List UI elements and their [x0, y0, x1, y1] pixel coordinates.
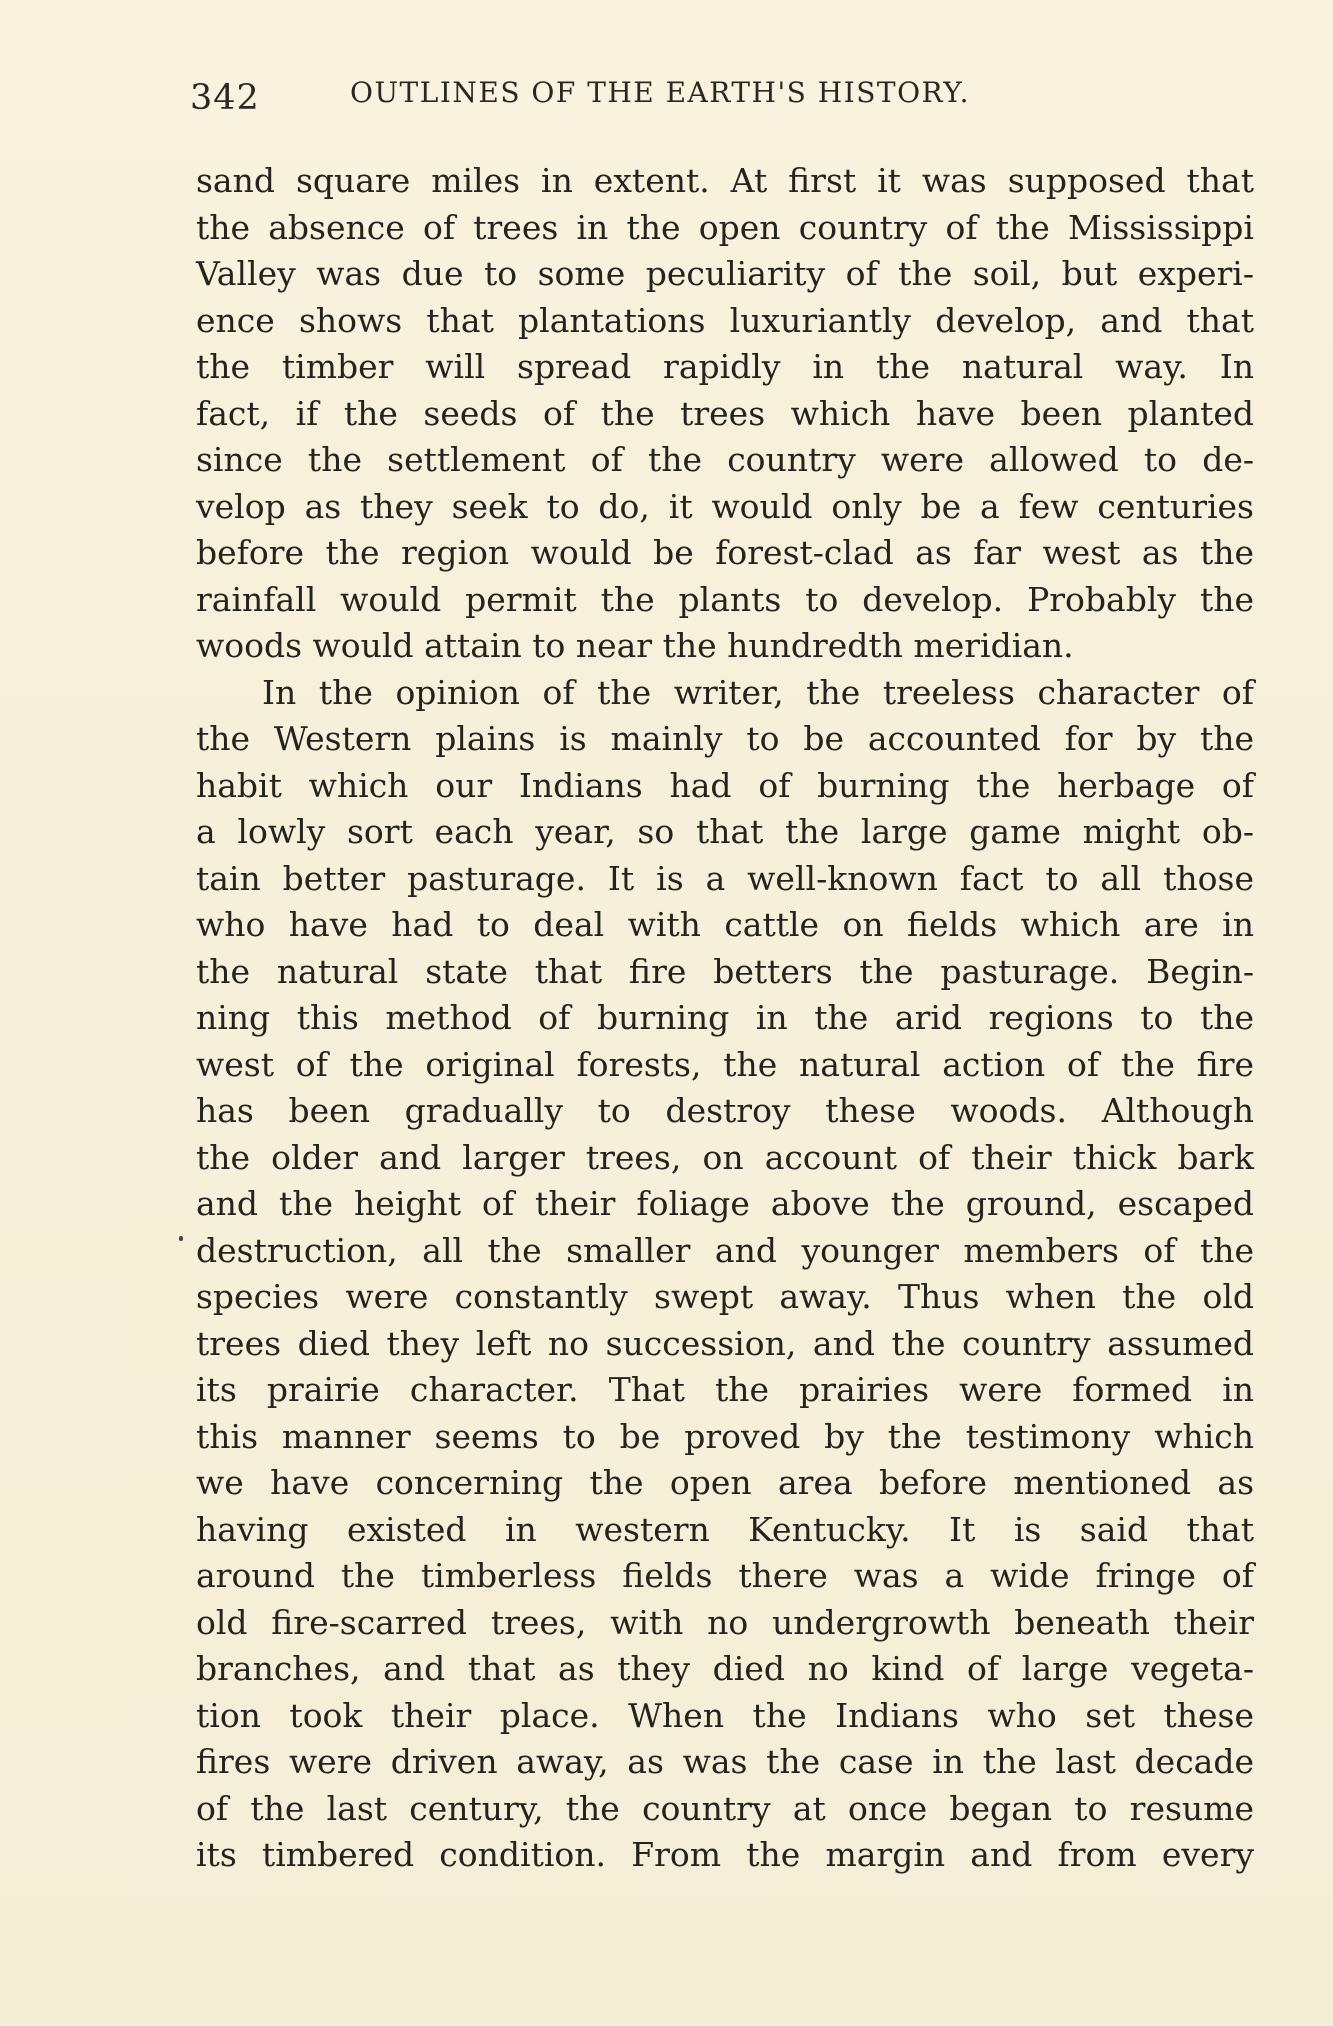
text-line: west of the original forests, the natural action of the fire: [196, 1044, 1254, 1084]
text-line: ence shows that plantations luxuriantly develop, and that: [196, 300, 1254, 340]
text-line: fires were driven away, as was the case in the last decade: [196, 1742, 1254, 1781]
text-line: species were constantly swept away. Thus when the old: [196, 1277, 1254, 1316]
text-line: we have concerning the open area before mentioned as: [196, 1463, 1254, 1502]
text-line: a lowly sort each year, so that the large game might ob-: [196, 812, 1254, 851]
ink-speck: [179, 1236, 183, 1241]
text-line: fact, if the seeds of the trees which have been planted: [196, 393, 1254, 433]
paragraph-start-line: In the opinion of the writer, the treeless character of: [262, 672, 1254, 712]
text-line: having existed in western Kentucky. It is said that: [196, 1509, 1254, 1549]
text-line: old fire-scarred trees, with no undergrowth beneath their: [196, 1602, 1254, 1642]
text-line: ning this method of burning in the arid regions to the: [196, 998, 1254, 1037]
text-line: since the settlement of the country were allowed to de-: [196, 440, 1254, 479]
text-line: rainfall would permit the plants to develop. Probably the: [196, 579, 1254, 619]
text-line: and the height of their foliage above the ground, escaped: [196, 1184, 1254, 1223]
running-title: OUTLINES OF THE EARTH'S HISTORY.: [350, 76, 971, 109]
text-line: before the region would be forest-clad as far west as the: [196, 533, 1254, 572]
text-line: branches, and that as they died no kind of large vegeta-: [196, 1649, 1254, 1688]
text-line: sand square miles in extent. At first it was supposed that: [196, 161, 1254, 200]
text-line: velop as they seek to do, it would only be a few centuries: [196, 486, 1254, 526]
text-line: the absence of trees in the open country of the Mississippi: [196, 207, 1254, 247]
text-line: the older and larger trees, on account of their thick bark: [196, 1137, 1254, 1177]
paragraph-end-line: woods would attain to near the hundredth meridian.: [196, 626, 1074, 665]
text-line: habit which our Indians had of burning the herbage of: [196, 765, 1254, 805]
page-header: [190, 70, 1090, 120]
text-line: Valley was due to some peculiarity of the soil, but experi-: [196, 254, 1254, 293]
body-text: [196, 158, 1254, 1879]
text-line: who have had to deal with cattle on fields which are in: [196, 905, 1254, 944]
text-line: the Western plains is mainly to be accounted for by the: [196, 719, 1254, 758]
text-line: its prairie character. That the prairies were formed in: [196, 1370, 1254, 1409]
text-line: has been gradually to destroy these woods. Although: [196, 1091, 1254, 1130]
text-line: its timbered condition. From the margin and from every: [196, 1835, 1254, 1874]
text-line: of the last century, the country at once began to resume: [196, 1788, 1254, 1828]
text-line: tain better pasturage. It is a well-known fact to all those: [196, 858, 1254, 898]
text-line: around the timberless fields there was a wide fringe of: [196, 1556, 1254, 1595]
text-line: the timber will spread rapidly in the natural way. In: [196, 347, 1254, 386]
page-number: 342: [190, 78, 260, 118]
text-line: tion took their place. When the Indians who set these: [196, 1695, 1254, 1735]
text-line: the natural state that fire betters the pasturage. Begin-: [196, 951, 1254, 991]
text-line: this manner seems to be proved by the testimony which: [196, 1416, 1254, 1456]
text-line: trees died they left no succession, and the country assumed: [196, 1323, 1254, 1363]
text-line: destruction, all the smaller and younger members of the: [196, 1230, 1254, 1270]
